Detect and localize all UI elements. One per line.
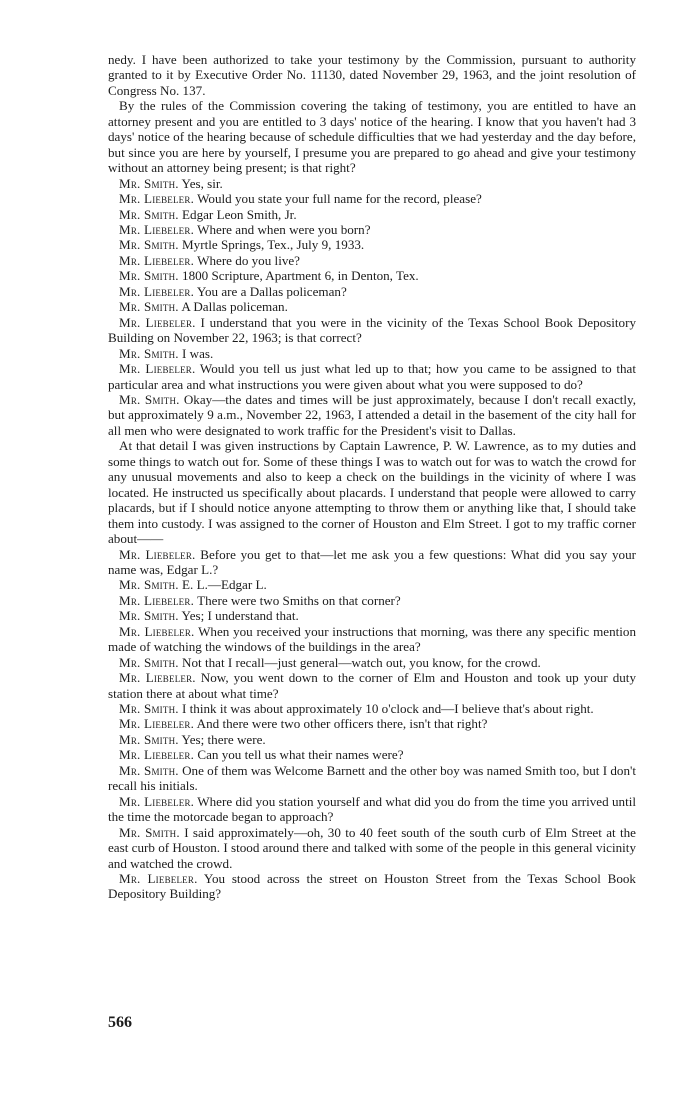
speaker-name: Mr. Smith.	[119, 577, 179, 593]
speaker-name: Mr. Smith.	[119, 608, 179, 624]
paragraph-text: I think it was about approximately 10 o'clock and—I believe that's about right.	[182, 701, 594, 717]
speaker-name: Mr. Smith.	[119, 654, 179, 670]
paragraph-text: When you received your instructions that morning, was there any specific mention made of watching the windows of the buildings in the area?	[108, 623, 636, 655]
paragraph-text: You are a Dallas policeman?	[196, 283, 347, 299]
speaker-name: Mr. Liebeler.	[119, 793, 195, 809]
speaker-name: Mr. Liebeler.	[119, 871, 198, 887]
paragraph-text: Would you state your full name for the record, please?	[197, 191, 482, 207]
speaker-name: Mr. Liebeler.	[119, 592, 195, 608]
speaker-name: Mr. Liebeler.	[119, 314, 196, 330]
paragraph	[108, 670, 636, 701]
paragraph-text: nedy. I have been authorized to take your testimony by the Commission, pursuant to authority granted to it by Executive Order No. 11130, dated November 29, 1963, and the joint resolution of Congress No. 137.	[108, 52, 636, 98]
paragraph	[108, 701, 636, 716]
paragraph-text: Okay—the dates and times will be just approximately, because I don't recall exactly, but approximately 9 a.m., November 22, 1963, I attended a detail in the basement of the city hall for all men who were designated to work traffic for the President's visit to Dallas.	[108, 391, 637, 438]
testimony-text	[108, 52, 636, 902]
paragraph-text: By the rules of the Commission covering the taking of testimony, you are entitled to have an attorney present and you are entitled to 3 days' notice of the hearing. I know that you haven't had 3 days' notice of the hearing because of schedule difficulties that we had yesterday and the day before, but since you are here by yourself, I presume you are prepared to go ahead and give your testimony without an attorney being present; is that right?	[108, 98, 636, 176]
paragraph-text: Where and when were you born?	[197, 221, 371, 237]
paragraph	[108, 871, 636, 902]
paragraph	[108, 176, 636, 191]
paragraph	[108, 346, 636, 361]
paragraph	[108, 438, 636, 546]
paragraph	[108, 624, 636, 655]
speaker-name: Mr. Smith.	[119, 345, 179, 361]
paragraph	[108, 207, 636, 222]
paragraph-text: E. L.—Edgar L.	[182, 577, 267, 593]
paragraph	[108, 825, 636, 871]
paragraph	[108, 98, 636, 175]
paragraph	[108, 547, 636, 578]
speaker-name: Mr. Smith.	[119, 391, 180, 407]
paragraph-text: Would you tell us just what led up to that; how you came to be assigned to that particular area and what instructions you were given about what you were supposed to do?	[108, 361, 636, 392]
paragraph-text: A Dallas policeman.	[181, 299, 288, 315]
paragraph-text: 1800 Scripture, Apartment 6, in Denton, Tex.	[182, 268, 419, 284]
speaker-name: Mr. Smith.	[119, 824, 180, 840]
speaker-name: Mr. Liebeler.	[119, 361, 196, 377]
paragraph	[108, 577, 636, 592]
speaker-name: Mr. Liebeler.	[119, 670, 196, 686]
speaker-name: Mr. Liebeler.	[119, 221, 195, 237]
paragraph	[108, 763, 636, 794]
paragraph	[108, 284, 636, 299]
paragraph-text: Now, you went down to the corner of Elm and Houston and took up your duty station there at about what time?	[108, 670, 636, 701]
speaker-name: Mr. Smith.	[119, 237, 179, 253]
speaker-name: Mr. Smith.	[119, 299, 179, 315]
speaker-name: Mr. Smith.	[119, 762, 179, 778]
paragraph-text: Before you get to that—let me ask you a few questions: What did you say your name was, Edgar L.?	[108, 546, 636, 577]
paragraph-text: Yes; I understand that.	[181, 608, 299, 624]
paragraph-text: Yes; there were.	[181, 731, 266, 747]
speaker-name: Mr. Smith.	[119, 175, 179, 191]
paragraph	[108, 732, 636, 747]
paragraph-text: Can you tell us what their names were?	[197, 747, 404, 763]
speaker-name: Mr. Liebeler.	[119, 283, 195, 299]
page-number: 566	[108, 1014, 132, 1031]
paragraph-text: Not that I recall—just general—watch out, you know, for the crowd.	[182, 654, 541, 670]
paragraph-text: I said approximately—oh, 30 to 40 feet south of the south curb of Elm Street at the east curb of Houston. I stood around there and talked with some of the people in this general vicinity and watched the crowd.	[108, 824, 636, 871]
paragraph	[108, 315, 636, 346]
paragraph	[108, 608, 636, 623]
paragraph-text: Myrtle Springs, Tex., July 9, 1933.	[182, 237, 365, 253]
paragraph-text: At that detail I was given instructions by Captain Lawrence, P. W. Lawrence, as to my duties and some things to watch out for. Some of these things I was to watch out for was to watch the crowd for any unusual movements and also to keep a check on the buildings in the vicinity of where I was located. He instructed us specifically about placards. I understand that people were allowed to carry placards, but if I should notice anyone attempting to throw them or anything like that, I should take them into custody. I was assigned to the corner of Houston and Elm Street. I got to my traffic corner about——	[108, 438, 637, 547]
paragraph	[108, 222, 636, 237]
paragraph-text: I was.	[182, 345, 214, 361]
paragraph	[108, 747, 636, 762]
paragraph	[108, 253, 636, 268]
paragraph-text: Edgar Leon Smith, Jr.	[182, 206, 297, 222]
paragraph-text: Where do you live?	[197, 252, 300, 268]
speaker-name: Mr. Liebeler.	[119, 747, 195, 763]
speaker-name: Mr. Smith.	[119, 206, 179, 222]
paragraph	[108, 299, 636, 314]
paragraph	[108, 593, 636, 608]
paragraph-text: Yes, sir.	[181, 175, 223, 191]
speaker-name: Mr. Liebeler.	[119, 623, 195, 639]
paragraph	[108, 361, 636, 392]
paragraph-text: And there were two other officers there, isn't that right?	[196, 716, 488, 732]
paragraph-text: I understand that you were in the vicinity of the Texas School Book Depository Building on November 22, 1963; is that correct?	[108, 314, 636, 346]
speaker-name: Mr. Liebeler.	[119, 252, 195, 268]
speaker-name: Mr. Liebeler.	[119, 546, 196, 562]
paragraph-text: One of them was Welcome Barnett and the other boy was named Smith too, but I don't recall his initials.	[108, 762, 637, 794]
speaker-name: Mr. Smith.	[119, 731, 179, 747]
paragraph	[108, 52, 636, 98]
speaker-name: Mr. Liebeler.	[119, 191, 195, 207]
paragraph	[108, 191, 636, 206]
speaker-name: Mr. Liebeler.	[119, 716, 195, 732]
paragraph	[108, 655, 636, 670]
speaker-name: Mr. Smith.	[119, 268, 179, 284]
paragraph	[108, 392, 636, 438]
speaker-name: Mr. Smith.	[119, 701, 179, 717]
paragraph	[108, 237, 636, 252]
paragraph-text: There were two Smiths on that corner?	[197, 592, 401, 608]
paragraph	[108, 716, 636, 731]
paragraph	[108, 794, 636, 825]
paragraph-text: Where did you station yourself and what did you do from the time you arrived until the time the motorcade began to approach?	[108, 793, 637, 825]
paragraph	[108, 268, 636, 283]
paragraph-text: You stood across the street on Houston Street from the Texas School Book Depository Building?	[108, 871, 636, 902]
